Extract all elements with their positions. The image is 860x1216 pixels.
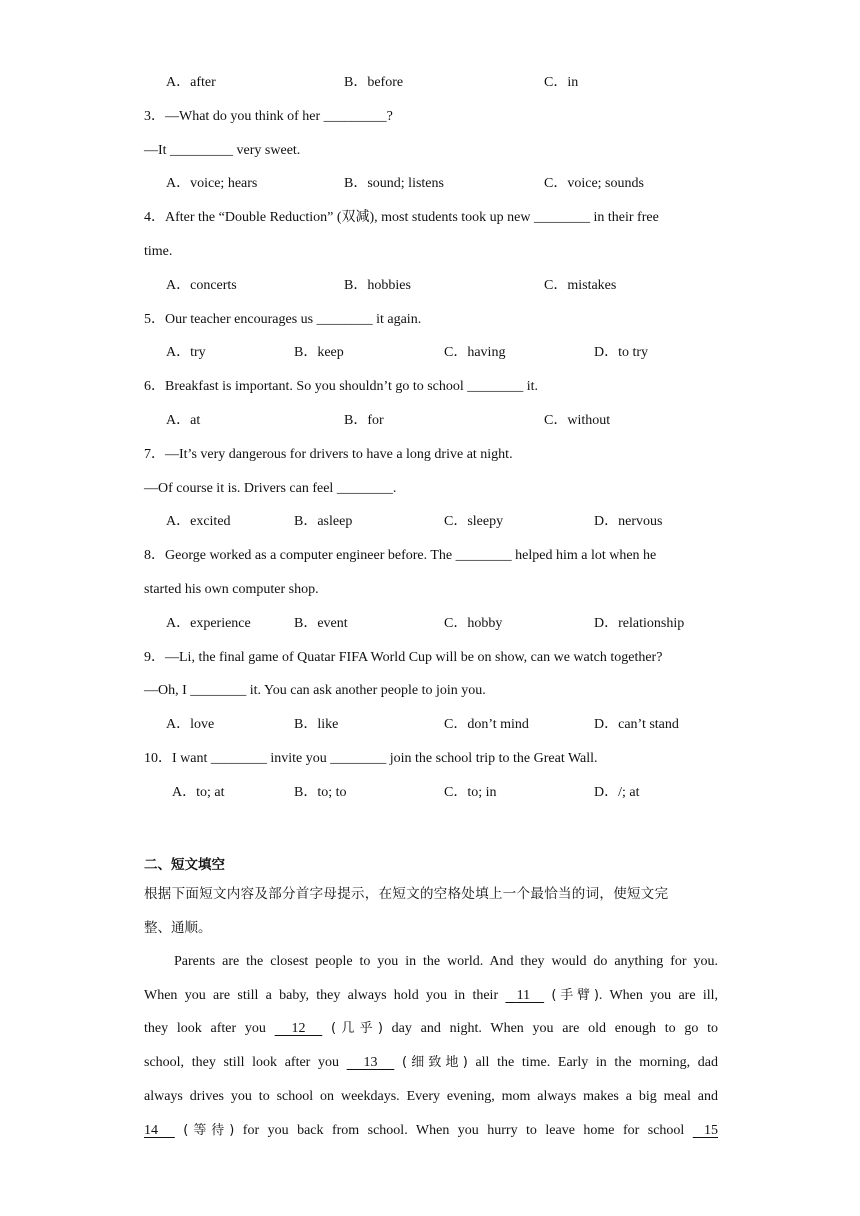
hint: (几乎) <box>331 1021 383 1036</box>
question-text: 4．After the “Double Reduction” (双减), most students took up new ________ in their free <box>144 210 659 225</box>
question-text: 3．—What do you think of her _________? <box>144 109 393 124</box>
option-b: B．event <box>294 616 348 631</box>
question-text: —Of course it is. Drivers can feel ________. <box>144 481 397 496</box>
passage-line: 14 (等待) for you back from school. When you hurry to leave home for school 15 <box>144 1121 718 1141</box>
passage-line: they look after you 12 (几乎) day and night. When you are old enough to go to <box>144 1019 718 1039</box>
option-a: A．at <box>166 413 201 428</box>
option-a: A．try <box>166 345 206 360</box>
option-a: A．voice; hears <box>166 176 258 191</box>
option-c: C．having <box>444 345 506 360</box>
question-text: 10．I want ________ invite you ________ join the school trip to the Great Wall. <box>144 751 598 766</box>
option-a: A．concerts <box>166 278 237 293</box>
option-c: C．sleepy <box>444 514 504 529</box>
question-text: 9．—Li, the final game of Quatar FIFA World Cup will be on show, can we watch together? <box>144 650 663 665</box>
question-text: time. <box>144 244 173 259</box>
option-b: B．sound; listens <box>344 176 444 191</box>
option-a: A．love <box>166 717 215 732</box>
question-text: 7．—It’s very dangerous for drivers to have a long drive at night. <box>144 447 513 462</box>
option-b: B．hobbies <box>344 278 411 293</box>
option-c: C．to; in <box>444 785 497 800</box>
passage-line: always drives you to school on weekdays. Every evening, mom always makes a big meal and <box>144 1089 718 1104</box>
hint: (手臂) <box>551 988 599 1003</box>
option-d: D．/; at <box>594 785 640 800</box>
option-b: B．asleep <box>294 514 353 529</box>
option-b: B．keep <box>294 345 344 360</box>
section-title: 二、短文填空 <box>144 857 225 873</box>
blank-13[interactable]: 13 <box>363 1055 378 1070</box>
question-text: 6．Breakfast is important. So you shouldn’t go to school ________ it. <box>144 379 539 394</box>
hint: (细致地) <box>401 1055 468 1070</box>
option-d: D．to try <box>594 345 649 360</box>
blank-15[interactable]: 15 <box>704 1123 718 1138</box>
option-c: C．without <box>544 413 611 428</box>
option-d: D．can’t stand <box>594 717 679 732</box>
option-c: C．in <box>544 75 579 90</box>
option-b: B．like <box>294 717 339 732</box>
option-d: D．nervous <box>594 514 663 529</box>
blank-14[interactable]: 14 <box>144 1123 158 1138</box>
option-a: A．experience <box>166 616 251 631</box>
question-text: started his own computer shop. <box>144 582 319 597</box>
option-a: A．after <box>166 75 216 90</box>
option-b: B．to; to <box>294 785 347 800</box>
section-instruction: 根据下面短文内容及部分首字母提示，在短文的空格处填上一个最恰当的词，使短文完 <box>144 886 669 902</box>
option-c: C．mistakes <box>544 278 617 293</box>
option-d: D．relationship <box>594 616 685 631</box>
question-text: 5．Our teacher encourages us ________ it again. <box>144 312 422 327</box>
option-c: C．hobby <box>444 616 503 631</box>
option-c: C．voice; sounds <box>544 176 644 191</box>
option-b: B．before <box>344 75 404 90</box>
question-text: 8．George worked as a computer engineer before. The ________ helped him a lot when he <box>144 548 657 563</box>
passage-line: Parents are the closest people to you in the world. And they would do anything for you. <box>174 954 718 969</box>
option-c: C．don’t mind <box>444 717 529 732</box>
passage-line: When you are still a baby, they always hold you in their 11 (手臂). When you are ill, <box>144 986 718 1006</box>
question-text: —Oh, I ________ it. You can ask another people to join you. <box>144 683 486 698</box>
question-text: —It _________ very sweet. <box>144 143 301 158</box>
option-a: A．excited <box>166 514 231 529</box>
hint: (等待) <box>183 1123 235 1138</box>
blank-12[interactable]: 12 <box>291 1021 306 1036</box>
passage-line: school, they still look after you 13 (细致地) all the time. Early in the morning, dad <box>144 1053 718 1073</box>
option-a: A．to; at <box>172 785 225 800</box>
option-b: B．for <box>344 413 384 428</box>
blank-11[interactable]: 11 <box>516 988 531 1003</box>
section-instruction: 整、通顺。 <box>144 920 212 936</box>
